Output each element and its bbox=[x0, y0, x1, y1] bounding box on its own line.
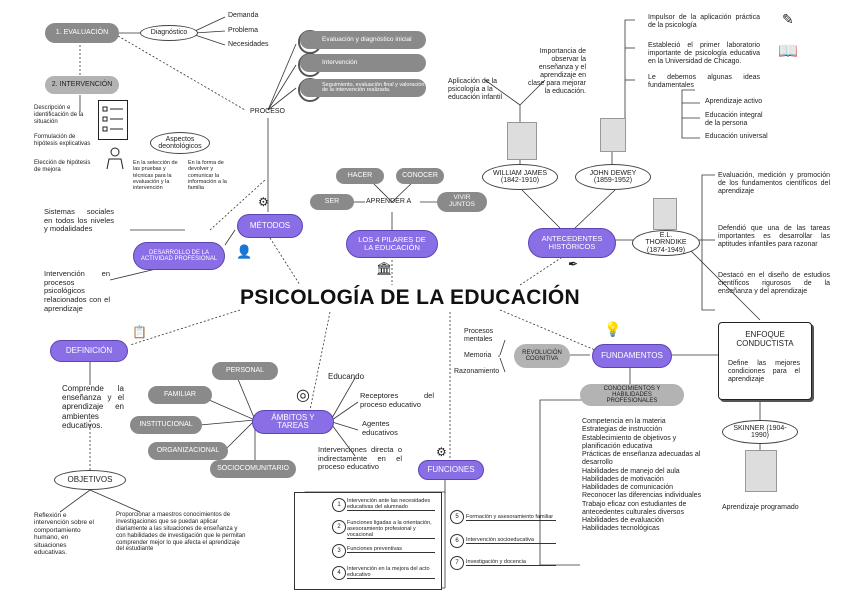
proceso-label: PROCESO bbox=[250, 108, 286, 115]
stamp-icon: ✎ bbox=[782, 11, 794, 27]
pilar-vivir-juntos[interactable]: VIVIR JUNTOS bbox=[437, 192, 487, 212]
dewey-list-2: Educación universal bbox=[705, 133, 768, 140]
funcion-left-3: Intervención en la mejora del acto educativo bbox=[347, 566, 435, 579]
funcion-num-5: 5 bbox=[450, 510, 464, 524]
building-icon: 🏛 bbox=[376, 261, 393, 276]
funcion-num-2: 2 bbox=[332, 520, 346, 534]
fund-item-6: Habilidades de comunicación bbox=[582, 484, 674, 491]
diagnostico-node[interactable]: Diagnóstico bbox=[140, 25, 198, 41]
target-icon: ◎ bbox=[296, 387, 310, 404]
diag-item-0: Demanda bbox=[228, 12, 259, 19]
dewey-portrait bbox=[600, 118, 626, 152]
aprender-a-label: APRENDER A bbox=[366, 198, 412, 205]
dewey-list-1: Educación integral de la persona bbox=[705, 112, 763, 128]
pilar-ser[interactable]: SER bbox=[310, 194, 354, 210]
pilares-node[interactable]: LOS 4 PILARES DE LA EDUCACIÓN bbox=[346, 230, 438, 258]
user-icon: 👤 bbox=[236, 244, 253, 259]
thorndike-node[interactable]: E.L. THORNDIKE (1874-1949) bbox=[632, 230, 700, 256]
ambito-organizacional[interactable]: ORGANIZACIONAL bbox=[148, 442, 228, 460]
fund-item-1: Estrategias de instrucción bbox=[582, 426, 663, 434]
fund-item-10: Habilidades tecnológicas bbox=[582, 525, 660, 533]
james-portrait bbox=[507, 122, 537, 160]
desarrollo-node[interactable]: DESARROLLO DE LA ACTIVIDAD PROFESIONAL bbox=[133, 242, 225, 270]
objetivos-a: Reflexión e intervención sobre el comportamiento humano, en situaciones educativas. bbox=[34, 512, 94, 557]
ambito-institucional[interactable]: INSTITUCIONAL bbox=[130, 416, 202, 434]
gears-icon: ⚙ bbox=[258, 195, 269, 209]
funcion-left-2: Funciones preventivas bbox=[347, 546, 435, 553]
thorndike-portrait bbox=[653, 198, 677, 230]
dewey-a-text: Impulsor de la aplicación práctica de la psicología bbox=[648, 14, 760, 30]
dewey-node[interactable]: JOHN DEWEY (1859-1952) bbox=[575, 164, 651, 190]
enfoque-text: Define las mejores condiciones para el aprendizaje bbox=[728, 360, 800, 384]
james-node[interactable]: WILLIAM JAMES (1842-1910) bbox=[482, 164, 558, 190]
ambito-personal[interactable]: PERSONAL bbox=[212, 362, 278, 380]
dewey-c-text: Le debemos algunas ideas fundamentales bbox=[648, 74, 760, 90]
fundamentos-node[interactable]: FUNDAMENTOS bbox=[592, 344, 672, 368]
metodos-node[interactable]: MÉTODOS bbox=[237, 214, 303, 238]
ambitos-node[interactable]: ÁMBITOS Y TAREAS bbox=[252, 410, 334, 434]
aspectos-node[interactable]: Aspectos deontológicos bbox=[150, 132, 210, 154]
funciones-node[interactable]: FUNCIONES bbox=[418, 460, 484, 480]
funcion-num-7: 7 bbox=[450, 556, 464, 570]
aspectos-b: En la forma de devolver y comunicar la información a la familia bbox=[188, 160, 227, 192]
enfoque-title: ENFOQUE CONDUCTISTA bbox=[736, 330, 794, 349]
dewey-list-0: Aprendizaje activo bbox=[705, 98, 763, 105]
main-title: PSICOLOGÍA DE LA EDUCACIÓN bbox=[240, 286, 580, 309]
funcion-right-1: Intervención socioeducativa bbox=[466, 537, 556, 544]
step-2-bar[interactable]: Intervención bbox=[300, 54, 426, 72]
receptores-text: Receptores del proceso educativo bbox=[360, 391, 434, 409]
definicion-text: Comprende la enseñanza y el aprendizaje en ambientes educativos. bbox=[62, 384, 124, 430]
checklist-icon bbox=[98, 100, 128, 140]
funcion-num-4: 4 bbox=[332, 566, 346, 580]
intervencion-procesos-text: Intervención en procesos psicológicos relacionados con el aprendizaje bbox=[44, 269, 110, 313]
fund-item-5: Habilidades de motivación bbox=[582, 475, 664, 483]
procesos-text: Procesos mentales bbox=[464, 328, 494, 344]
lightbulb-icon: 💡 bbox=[604, 321, 622, 337]
quill-icon: ✒ bbox=[568, 257, 579, 271]
james-a-text: Aplicación de la psicología a la educación infantil bbox=[448, 78, 503, 102]
ambito-sociocomunitario[interactable]: SOCIOCOMUNITARIO bbox=[210, 460, 296, 478]
definicion-node[interactable]: DEFINICIÓN bbox=[50, 340, 128, 362]
diag-item-2: Necesidades bbox=[228, 41, 269, 48]
funcion-left-0: Intervención ante las necesidades educativas del alumnado bbox=[347, 498, 435, 511]
ambito-familiar[interactable]: FAMILIAR bbox=[148, 386, 212, 404]
interv-item-0: Descripción e identificación de la situación bbox=[34, 105, 84, 125]
funcion-right-0: Formación y asesoramiento familiar bbox=[466, 514, 556, 521]
fund-item-2: Establecimiento de objetivos y planificación educativa bbox=[582, 434, 677, 450]
fundamentos-list bbox=[582, 418, 702, 534]
skinner-portrait bbox=[745, 450, 777, 492]
skinner-text: Aprendizaje programado bbox=[722, 504, 799, 511]
fund-item-8: Trabajo eficaz con estudiantes de antecedentes culturales diversos bbox=[582, 500, 687, 516]
revolucion-node[interactable]: REVOLUCIÓN COGNITIVA bbox=[514, 344, 570, 368]
objetivos-node[interactable]: OBJETIVOS bbox=[54, 470, 126, 490]
aspectos-a: En la selección de las pruebas y técnicas para la evaluación y la intervención bbox=[133, 160, 178, 192]
diag-item-1: Problema bbox=[228, 27, 258, 34]
pilar-conocer[interactable]: CONOCER bbox=[396, 168, 444, 184]
funcion-num-1: 1 bbox=[332, 498, 346, 512]
fund-item-9: Habilidades de evaluación bbox=[582, 517, 664, 524]
memoria-text: Memoria bbox=[464, 352, 492, 359]
thorndike-list-0: Evaluación, medición y promoción de los fundamentos científicos del aprendizaje bbox=[718, 172, 830, 196]
funcion-num-6: 6 bbox=[450, 534, 464, 548]
educando-text: Educando bbox=[328, 372, 365, 381]
interv-item-1: Formulación de hipótesis explicativas bbox=[34, 134, 91, 147]
step-3-bar[interactable]: Seguimiento, evaluación final y valoración de la intervención realizada. bbox=[300, 79, 426, 97]
funcion-left-1: Funciones ligadas a la orientación, asesoramiento profesional y vocacional bbox=[347, 520, 435, 539]
antecedentes-node[interactable]: ANTECEDENTES HISTÓRICOS bbox=[528, 228, 616, 258]
funcion-right-2: Investigación y docencia bbox=[466, 559, 556, 566]
thorndike-list-2: Destacó en el diseño de estudios científicos rigurosos de la enseñanza y del aprendizaje bbox=[718, 272, 830, 296]
thorndike-list-1: Defendió que una de las tareas importantes es desarrollar las aptitudes infantiles para razonar bbox=[718, 225, 830, 249]
funcion-num-3: 3 bbox=[332, 544, 346, 558]
book-icon: 📖 bbox=[778, 43, 798, 60]
fund-item-7: Reconocer las diferencias individuales bbox=[582, 492, 702, 500]
dewey-b-text: Estableció el primer laboratorio importante de psicología educativa en la Universidad de Chicago. bbox=[648, 42, 760, 66]
agentes-text: Agentes educativos bbox=[362, 419, 398, 437]
sistemas-text: Sistemas sociales en todos los niveles y modalidades bbox=[44, 207, 114, 234]
fund-item-3: Prácticas de enseñanza adecuadas al desarrollo bbox=[582, 451, 701, 467]
intervenciones-text: Intervenciones directa o indirectamente en el proceso educativo bbox=[318, 445, 402, 472]
conocimientos-node[interactable]: CONOCIMIENTOS Y HABILIDADES PROFESIONALES bbox=[580, 384, 684, 406]
cog-icon: ⚙ bbox=[436, 445, 447, 459]
interv-item-2: Elección de hipótesis de mejora bbox=[34, 160, 91, 173]
step-1-bar[interactable]: Evaluación y diagnóstico inicial bbox=[300, 31, 426, 49]
james-b-text: Importancia de observar la enseñanza y el aprendizaje en clase para mejorar la educación. bbox=[528, 48, 586, 96]
pilar-hacer[interactable]: HACER bbox=[336, 168, 384, 184]
skinner-node[interactable]: SKINNER (1904-1990) bbox=[722, 420, 798, 444]
presentation-icon: 📋 bbox=[132, 325, 147, 339]
intervencion-node[interactable]: 2. INTERVENCIÓN bbox=[45, 76, 119, 94]
fund-item-4: Habilidades de manejo del aula bbox=[582, 467, 680, 475]
fund-item-0: Competencia en la materia bbox=[582, 418, 666, 425]
evaluacion-node[interactable]: 1. EVALUACIÓN bbox=[45, 23, 119, 43]
razonamiento-text: Razonamiento bbox=[454, 368, 500, 375]
objetivos-b: Proporcionar a maestros conocimientos de investigaciones que se puedan aplicar diariamente a las situaciones de enseñanza y con habilidades de investigación que le permitan comprender mejor lo que afecta el aprendizaje del estudiante bbox=[116, 512, 246, 553]
teacher-icon bbox=[102, 145, 128, 171]
